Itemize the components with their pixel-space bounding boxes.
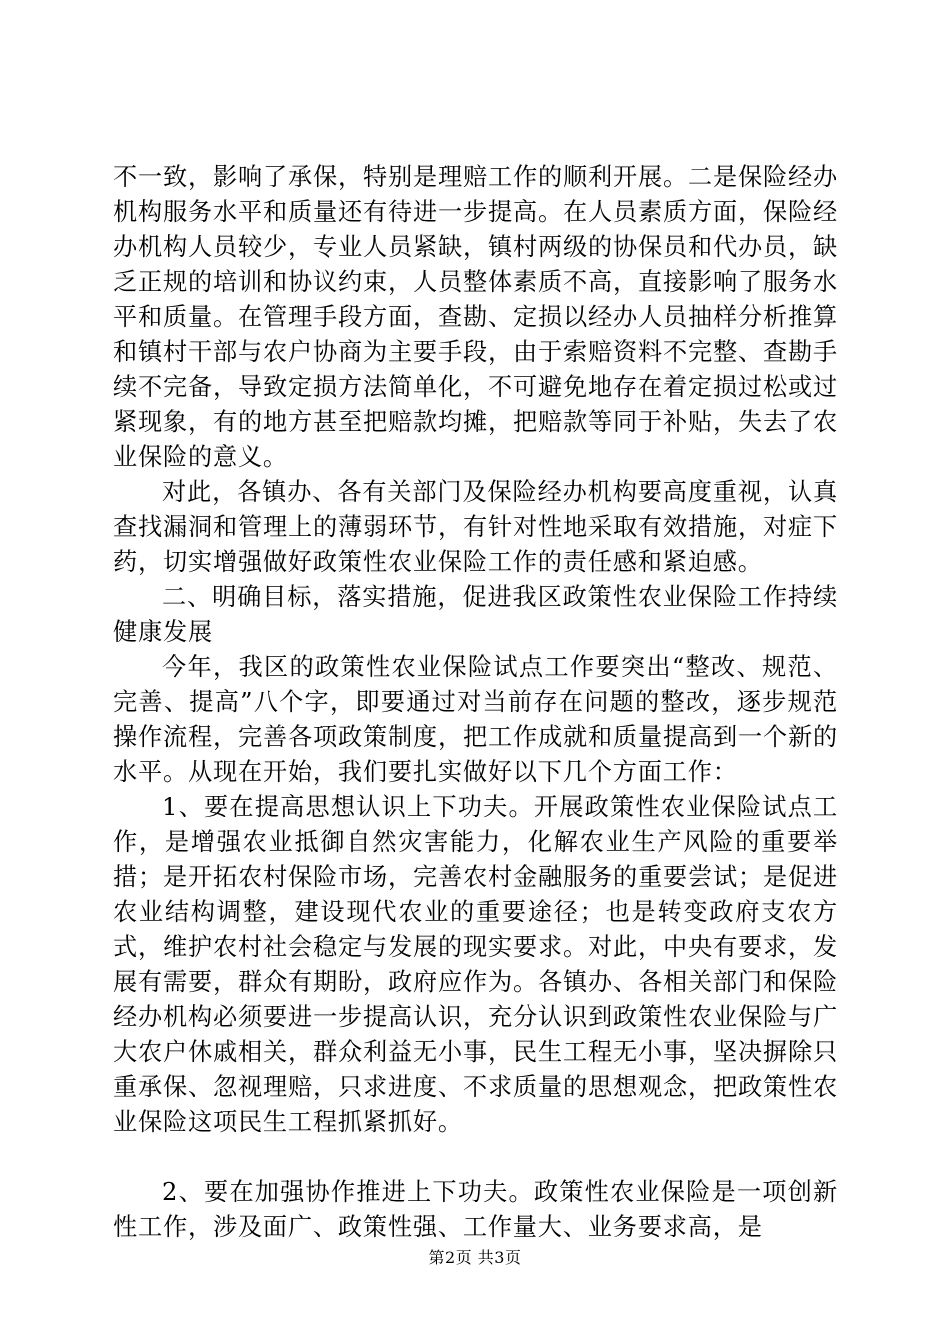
paragraph-item-1: 1、要在提高思想认识上下功夫。开展政策性农业保险试点工作，是增强农业抵御自然灾害能力，化解农业生产风险的重要举措；是开拓农村保险市场，完善农村金融服务的重要尝试；是促进农业结构调整，建设现代农业的重要途径；也是转变政府支农方式，维护农村社会稳定与发展的现实要求。对此，中央有要求，发展有需要，群众有期盼，政府应作为。各镇办、各相关部门和保险经办机构必须要进一步提高认识，充分认识到政策性农业保险与广大农户休戚相关，群众利益无小事，民生工程无小事，坚决摒除只重承保、忽视理赔，只求进度、不求质量的思想观念，把政策性农业保险这项民生工程抓紧抓好。 [113,793,838,1136]
paragraph-item-2: 2、要在加强协作推进上下功夫。政策性农业保险是一项创新性工作，涉及面广、政策性强、工作量大、业务要求高，是 [113,1178,838,1241]
document-body [113,160,838,1245]
section-heading: 二、明确目标，落实措施，促进我区政策性农业保险工作持续健康发展 [113,583,838,646]
paragraph-continuation: 不一致，影响了承保，特别是理赔工作的顺利开展。二是保险经办机构服务水平和质量还有待进一步提高。在人员素质方面，保险经办机构人员较少，专业人员紧缺，镇村两级的协保员和代办员，缺乏正规的培训和协议约束，人员整体素质不高，直接影响了服务水平和质量。在管理手段方面，查勘、定损以经办人员抽样分析推算和镇村干部与农户协商为主要手段，由于索赔资料不完整、查勘手续不完备，导致定损方法简单化，不可避免地存在着定损过松或过紧现象，有的地方甚至把赔款均摊，把赔款等同于补贴，失去了农业保险的意义。 [113,163,838,471]
page-footer: 第2页 共3页 [428,1248,522,1267]
paragraph-response: 对此，各镇办、各有关部门及保险经办机构要高度重视，认真查找漏洞和管理上的薄弱环节，有针对性地采取有效措施，对症下药，切实增强做好政策性农业保险工作的责任感和紧迫感。 [113,478,838,576]
paragraph-goals: 今年，我区的政策性农业保险试点工作要突出“整改、规范、完善、提高”八个字，即要通过对当前存在问题的整改，逐步规范操作流程，完善各项政策制度，把工作成就和质量提高到一个新的水平。从现在开始，我们要扎实做好以下几个方面工作： [113,653,838,786]
